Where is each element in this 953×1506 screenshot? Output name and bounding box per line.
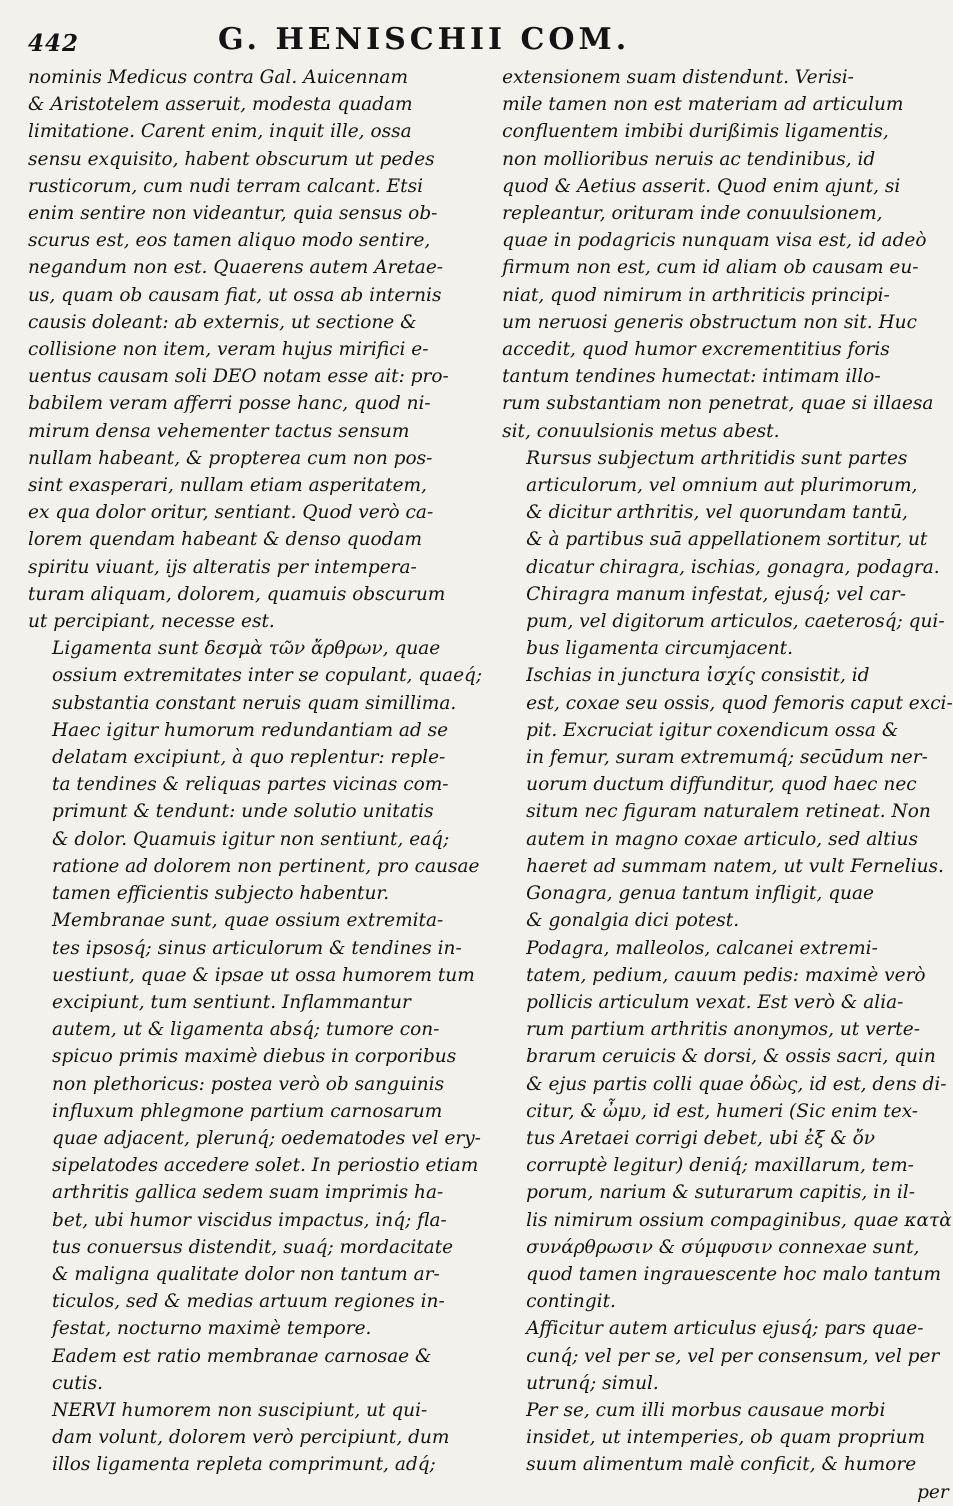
text-line: uentus causam soli DEO notam esse ait: pro- [28, 366, 449, 388]
text-line: negandum non est. Quaerens autem Aretae- [28, 257, 444, 279]
text-line: corruptè legitur) deniq́; maxillarum, tem- [526, 1155, 914, 1177]
text-line: Haec igitur humorum redundantiam ad se [52, 719, 449, 741]
text-line: & Aristotelem asseruit, modesta quadam [28, 94, 413, 116]
text-line: uestiunt, quae & ipsae ut ossa humorem tum [52, 964, 475, 986]
text-line: suum alimentum malè conficit, & humore [526, 1454, 917, 1476]
page-header [28, 18, 770, 64]
text-line: Eadem est ratio membranae carnosae & [52, 1345, 432, 1367]
text-line: non plethoricus: postea verò ob sanguinis [52, 1073, 445, 1095]
text-line: cunq́; vel per se, vel per consensum, vel per [526, 1345, 940, 1367]
text-line: spicuo primis maximè diebus in corporibus [52, 1046, 457, 1068]
text-line: συνάρθρωσιν & σύμφυσιν connexae sunt, [526, 1236, 920, 1258]
text-line: repleantur, orituram inde conuulsionem, [502, 203, 883, 225]
paragraph [502, 1315, 953, 1397]
text-line: us, quam ob causam fiat, ut ossa ab internis [28, 284, 442, 306]
text-line: limitatione. Carent enim, inquit ille, ossa [28, 121, 412, 143]
text-line: ta tendines & reliquas partes vicinas com- [52, 774, 449, 796]
text-line: quae adjacent, plerunq́; oedematodes vel ery- [52, 1127, 481, 1149]
text-line: pum, vel digitorum articulos, caeterosq́; qui- [526, 611, 945, 633]
text-line: cutis. [52, 1372, 104, 1394]
text-line: extensionem suam distendunt. Verisi- [502, 67, 854, 88]
text-line: Podagra, malleolos, calcanei extremi- [526, 937, 878, 959]
text-line: rum partium arthritis anonymos, ut verte- [526, 1019, 920, 1041]
text-line: excipiunt, tum sentiunt. Inflammantur [52, 991, 411, 1013]
text-line: spiritu viuant, ijs alteratis per intempera- [28, 556, 417, 578]
text-line: in femur, suram extremumq́; secūdum ner- [526, 747, 928, 769]
text-line: accedit, quod humor excrementitius foris [502, 339, 890, 361]
text-line: autem, ut & ligamenta absq́; tumore con- [52, 1019, 440, 1041]
paragraph [502, 880, 953, 934]
paragraph [502, 445, 953, 581]
text-line: Afficitur autem articulus ejusq́; pars quae- [526, 1318, 924, 1340]
text-line: collisione non item, veram hujus mirifici e- [28, 339, 429, 361]
text-line: tes ipsosq́; sinus articulorum & tendines in- [52, 937, 462, 959]
text-line: NERVI humorem non suscipiunt, ut qui- [52, 1399, 428, 1421]
text-line: tus conuersus distendit, suaq́; mordacitate [52, 1236, 454, 1258]
text-line: sensu exquisito, habent obscurum ut pedes [28, 148, 435, 170]
text-line: sipelatodes accedere solet. In periostio etiam [52, 1155, 479, 1177]
text-line: tatem, pedium, cauum pedis: maximè verò [526, 964, 926, 986]
running-head: G. HENISCHII COM. [218, 22, 631, 57]
text-line: & à partibus suā appellationem sortitur, ut [526, 529, 928, 551]
text-line: ratione ad dolorem non pertinent, pro causae [52, 855, 480, 877]
text-line: babilem veram afferri posse hanc, quod ni- [28, 393, 431, 415]
paragraph [28, 1397, 482, 1479]
text-line: haeret ad summam natem, ut vult Fernelius. [526, 855, 944, 877]
text-line: firmum non est, cum id aliam ob causam eu- [502, 257, 919, 279]
text-line: quae in podagricis nunquam visa est, id adeò [502, 230, 927, 252]
text-line: rusticorum, cum nudi terram calcant. Etsi [28, 175, 424, 197]
text-line: tantum tendines humectat: intimam illo- [502, 366, 881, 388]
text-line: Rursus subjectum arthritidis sunt partes [526, 447, 908, 469]
text-line: causis doleant: ab externis, ut sectione & [28, 311, 417, 333]
text-line: lorem quendam habeant & denso quodam [28, 529, 423, 551]
text-line: bus ligamenta circumjacent. [526, 638, 793, 660]
text-line: tus Aretaei corrigi debet, ubi ἐξ & ὄν [526, 1127, 876, 1149]
text-line: arthritis gallica sedem suam imprimis ha- [52, 1182, 444, 1204]
paragraph [502, 935, 953, 1316]
text-line: dicatur chiragra, ischias, gonagra, podagra. [526, 556, 940, 578]
text-line: mile tamen non est materiam ad articulum [502, 94, 904, 116]
text-line: citur, & ὦμυ, id est, humeri (Sic enim tex- [526, 1100, 919, 1122]
text-line: situm nec figuram naturalem retineat. Non [526, 801, 931, 823]
text-line: Membranae sunt, quae ossium extremita- [52, 910, 444, 932]
text-line: enim sentire non videantur, quia sensus ob- [28, 203, 438, 225]
text-line: illos ligamenta repleta comprimunt, adq́; [52, 1454, 436, 1476]
paragraph [28, 1343, 482, 1397]
paragraph [502, 581, 953, 663]
text-line: um neruosi generis obstructum non sit. Huc [502, 311, 917, 333]
text-line: uorum ductum diffunditur, quod haec nec [526, 774, 917, 796]
text-line: influxum phlegmone partium carnosarum [52, 1100, 443, 1122]
text-line: utrunq́; simul. [526, 1372, 659, 1394]
text-line: quod tamen ingrauescente hoc malo tantum [526, 1263, 941, 1285]
text-line: lis nimirum ossium compaginibus, quae κατὰ [526, 1209, 952, 1231]
text-line: pit. Excruciat igitur coxendicum ossa & [526, 719, 899, 741]
text-line: insidet, ut intemperies, ob quam proprium [526, 1427, 926, 1449]
text-line: & dicitur arthritis, vel quorundam tantū, [526, 502, 908, 524]
paragraph [502, 64, 953, 445]
catchword: per [917, 1481, 949, 1503]
text-line: niat, quod nimirum in arthriticis principi- [502, 284, 890, 306]
text-line: nominis Medicus contra Gal. Auicennam [28, 67, 409, 88]
text-line: ticulos, sed & medias artuum regiones in- [52, 1291, 445, 1313]
text-line: festat, nocturno maximè tempore. [52, 1318, 372, 1340]
paragraph [28, 635, 482, 907]
text-line: ossium extremitates inter se copulant, quaeq́; [52, 665, 483, 687]
text-line: dam volunt, dolorem verò percipiunt, dum [52, 1427, 450, 1449]
text-line: quod & Aetius asserit. Quod enim ajunt, si [502, 175, 901, 197]
text-line: non mollioribus neruis ac tendinibus, id [502, 148, 876, 170]
text-line: sint exasperari, nullam etiam asperitatem, [28, 475, 427, 497]
text-line: & maligna qualitate dolor non tantum ar- [52, 1263, 440, 1285]
text-line: sit, conuulsionis metus abest. [502, 420, 780, 442]
text-line: Gonagra, genua tantum infligit, quae [526, 883, 874, 905]
paragraph [28, 64, 482, 635]
left-column [28, 64, 483, 1476]
page-number: 442 [28, 30, 80, 57]
text-line: Ischias in junctura ἰσχίς consistit, id [526, 665, 870, 687]
text-line: Per se, cum illi morbus causaue morbi [526, 1399, 886, 1421]
text-line: articulorum, vel omnium aut plurimorum, [526, 475, 918, 497]
text-line: & gonalgia dici potest. [526, 910, 740, 932]
text-line: mirum densa vehementer tactus sensum [28, 420, 410, 442]
text-line: Chiragra manum infestat, ejusq́; vel car- [526, 583, 906, 605]
text-line: nullam habeant, & propterea cum non pos- [28, 447, 433, 469]
paragraph [28, 907, 482, 1342]
text-line: bet, ubi humor viscidus impactus, inq́; fla- [52, 1209, 447, 1231]
text-line: substantia constant neruis quam simillima. [52, 692, 457, 714]
text-columns [28, 64, 953, 1503]
text-line: brarum ceruicis & dorsi, & ossis sacri, quin [526, 1046, 936, 1068]
text-line: & dolor. Quamuis igitur non sentiunt, eaq́; [52, 828, 450, 850]
text-line: delatam excipiunt, à quo replentur: reple- [52, 747, 446, 769]
text-line: rum substantiam non penetrat, quae si illaesa [502, 393, 934, 415]
text-line: Ligamenta sunt δεσμὰ τῶν ἄρθρων, quae [52, 638, 441, 660]
text-line: & ejus partis colli quae ὀδὼς, id est, dens di- [526, 1073, 947, 1095]
text-line: porum, narium & suturarum capitis, in il- [526, 1182, 915, 1204]
text-line: scurus est, eos tamen aliquo modo sentire, [28, 230, 431, 252]
text-line: primunt & tendunt: unde solutio unitatis [52, 801, 434, 823]
text-line: turam aliquam, dolorem, quamuis obscurum [28, 583, 446, 605]
text-line: autem in magno coxae articulo, sed altius [526, 828, 918, 850]
text-line: ut percipiant, necesse est. [28, 611, 275, 633]
text-line: pollicis articulum vexat. Est verò & alia- [526, 991, 904, 1013]
paragraph [502, 662, 953, 880]
text-line: ex qua dolor oritur, sentiant. Quod verò ca- [28, 502, 434, 524]
right-column [502, 64, 953, 1503]
paragraph [502, 1397, 953, 1479]
text-line: confluentem imbibi durißimis ligamentis, [502, 121, 889, 143]
text-line: contingit. [526, 1291, 616, 1313]
text-line: tamen efficientis subjecto habentur. [52, 883, 390, 905]
text-line: est, coxae seu ossis, quod femoris caput exci- [526, 692, 953, 714]
